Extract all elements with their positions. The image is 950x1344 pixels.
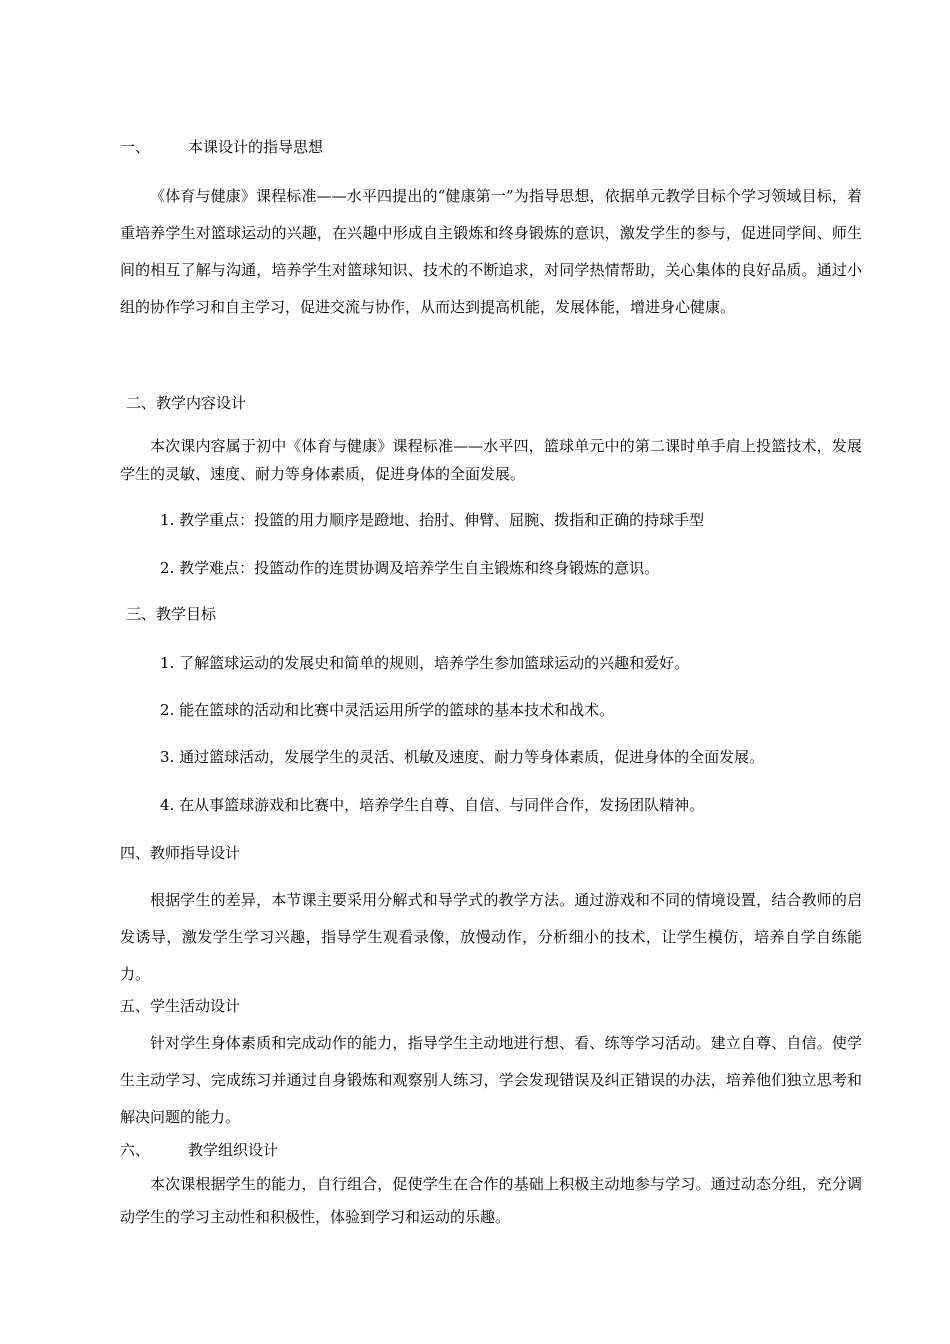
section-3-heading: 三、教学目标 — [126, 605, 217, 623]
section-5-body: 针对学生身体素质和完成动作的能力，指导学生主动地进行想、看、练等学习活动。建立自尊、自信。使学生主动学习、完成练习并通过自身锻炼和观察别人练习，学会发现错误及纠正错误的办法，培养他们独立思考和解决问题的能力。 — [120, 1034, 862, 1126]
section-6-body: 本次课根据学生的能力，自行组合，促使学生在合作的基础上积极主动地参与学习。通过动态分组，充分调动学生的学习主动性和积极性，体验到学习和运动的乐趣。 — [120, 1175, 862, 1226]
section-4-body: 根据学生的差异，本节课主要采用分解式和导学式的教学方法。通过游戏和不同的情境设置，结合教师的启发诱导，激发学生学习兴趣，指导学生观看录像，放慢动作，分析细小的技术，让学生模仿，培养自学自练能力。 — [120, 891, 862, 983]
section-6-title: 教学组织设计 — [188, 1141, 279, 1159]
section-2-point-1: 1. 教学重点：投篮的用力顺序是蹬地、抬肘、伸臂、屈腕、拨指和正确的持球手型 — [160, 511, 705, 529]
section-2-point-2: 2. 教学难点：投篮动作的连贯协调及培养学生自主锻炼和终身锻炼的意识。 — [160, 559, 660, 577]
section-2-heading: 二、教学内容设计 — [126, 394, 247, 412]
section-5-heading: 五、学生活动设计 — [120, 997, 241, 1015]
section-1-heading — [120, 137, 862, 157]
section-1-number: 一、 — [120, 138, 151, 156]
section-3-item-2: 2. 能在篮球的活动和比赛中灵活运用所学的篮球的基本技术和战术。 — [160, 701, 615, 719]
section-3-item-1: 1. 了解篮球运动的发展史和简单的规则，培养学生参加篮球运动的兴趣和爱好。 — [160, 654, 690, 672]
section-4-heading: 四、教师指导设计 — [120, 844, 241, 862]
section-1-body: 《体育与健康》课程标准——水平四提出的“健康第一”为指导思想，依据单元教学目标个学习领域目标，着重培养学生对篮球运动的兴趣，在兴趣中形成自主锻炼和终身锻炼的意识，激发学生的参与，促进同学间、师生间的相互了解与沟通，培养学生对篮球知识、技术的不断追求，对同学热情帮助，关心集体的良好品质。通过小组的协作学习和自主学习，促进交流与协作，从而达到提高机能，发展体能，增进身心健康。 — [120, 187, 862, 316]
section-2-body: 本次课内容属于初中《体育与健康》课程标准——水平四，篮球单元中的第二课时单手肩上投篮技术，发展学生的灵敏、速度、耐力等身体素质，促进身体的全面发展。 — [120, 437, 862, 483]
section-6-heading — [120, 1140, 862, 1160]
section-6-number: 六、 — [120, 1141, 151, 1159]
section-3-item-4: 4. 在从事篮球游戏和比赛中，培养学生自尊、自信、与同伴合作，发扬团队精神。 — [160, 796, 705, 814]
section-3-item-3: 3. 通过篮球活动，发展学生的灵活、机敏及速度、耐力等身体素质，促进身体的全面发展。 — [160, 748, 765, 766]
section-1-title: 本课设计的指导思想 — [188, 138, 324, 156]
